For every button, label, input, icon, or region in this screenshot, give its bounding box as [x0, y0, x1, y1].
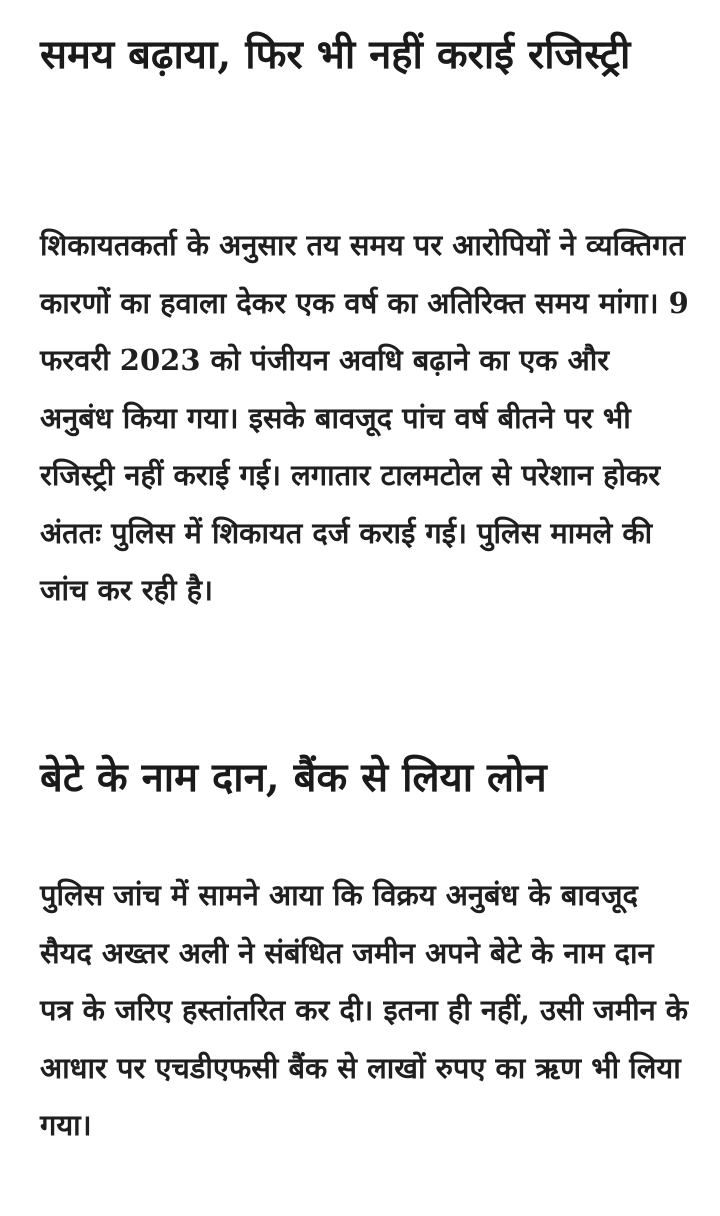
section-paragraph-complaint: शिकायतकर्ता के अनुसार तय समय पर आरोपियों ने व्यक्तिगत कारणों का हवाला देकर एक वर्ष का अतिरिक्त समय मांगा। 9 फरवरी 2023 को पंजीयन अवधि बढ़ाने का एक और अनुबंध किया गया। इसके बावजूद पांच वर्ष बीतने पर भी रजिस्ट्री नहीं कराई गई। लगातार टालमटोल से परेशान होकर अंततः पुलिस में शिकायत दर्ज कराई गई। पुलिस मामले की जांच कर रही है। [40, 228, 689, 607]
section-heading-registry-delay: समय बढ़ाया, फिर भी नहीं कराई रजिस्ट्री [40, 31, 631, 78]
section-paragraph-investigation: पुलिस जांच में सामने आया कि विक्रय अनुबंध के बावजूद सैयद अख्तर अली ने संबंधित जमीन अपने बेटे के नाम दान पत्र के जरिए हस्तांतरित कर दी। इतना ही नहीं, उसी जमीन के आधार पर एचडीएफसी बैंक से लाखों रुपए का ऋण भी लिया गया। [40, 878, 689, 1142]
section-heading-gift-loan: बेटे के नाम दान, बैंक से लिया लोन [40, 754, 547, 801]
